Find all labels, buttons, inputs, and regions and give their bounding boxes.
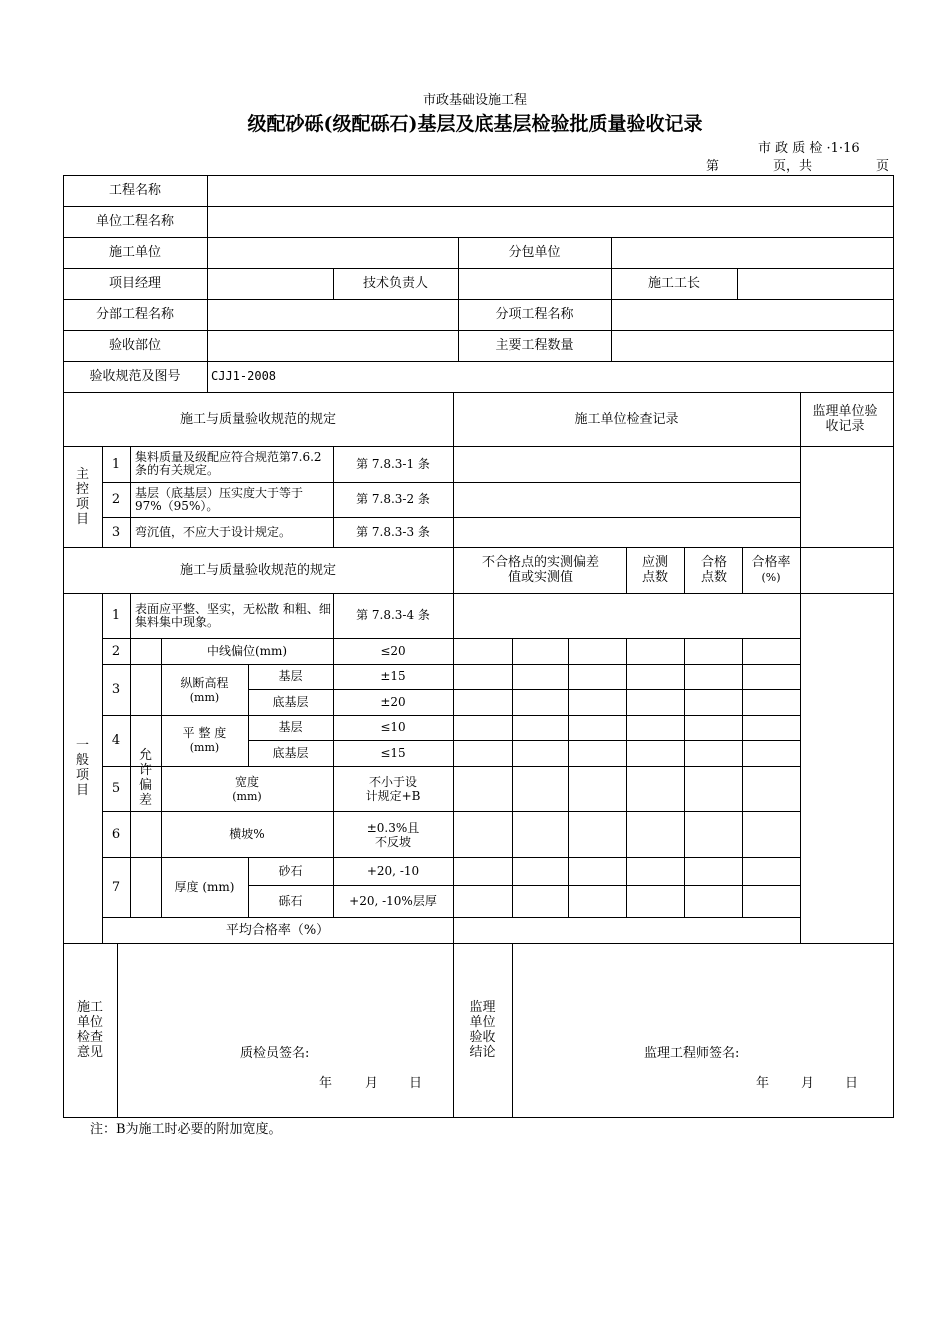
label-spec: 验收规范及图号 [89,369,181,384]
g-item-5-unit: (mm) [232,790,262,803]
g-item-1-no: 1 [111,608,121,623]
g-item-7-name: 厚度 (mm) [174,879,235,894]
mc-item-3-clause: 第 7.8.3-3 条 [356,524,430,539]
g-item-4-unit: (mm) [189,741,220,754]
allow-label-wrap [130,638,161,917]
mc-item-2-no: 2 [111,492,121,507]
avg-pass-rate-label: 平均合格率（%） [225,922,330,938]
label-foreman: 施工工长 [647,276,700,291]
engineer-day: 日 [845,1076,859,1091]
construction-opinion-wrap [63,943,117,1117]
g-item-5-value1: 不小于设 [368,775,417,789]
g-item-1-desc: 表面应平整、坚实，无松散 和粗、细集料集中现象。 [135,601,331,629]
pass-rate-header: 合格率 [751,555,791,570]
g-item-3-unit: (mm) [189,691,220,704]
foreman-field[interactable] [738,269,893,299]
inspector-month: 月 [365,1076,379,1091]
g-item-5-name: 宽度 [234,775,259,789]
g-item-3-sub1: 基层 [278,669,303,683]
label-main-quantity: 主要工程数量 [495,338,574,353]
label-item-project: 分项工程名称 [495,307,574,322]
g-item-7-val1: +20, -10 [366,863,420,878]
g-item-1-clause: 第 7.8.3-4 条 [356,608,430,622]
supervisor-header: 监理单位验收记录 [812,404,878,434]
sub-project-field[interactable] [208,300,458,330]
label-acceptance-part: 验收部位 [108,338,161,353]
deviation-header: 不合格点的实测偏差值或实测值 [481,555,599,585]
supervision-conclusion-field[interactable] [513,944,893,1117]
mc-item-2-record[interactable] [454,483,800,517]
item-project-field[interactable] [612,300,893,330]
mc-item-3-no: 3 [111,524,121,540]
page-number-di: 第 [706,159,720,174]
spec-value[interactable]: CJJ1-2008 [211,369,277,383]
project-name-field[interactable] [208,176,893,206]
label-project-manager: 项目经理 [108,276,161,291]
engineer-sign-label: 监理工程师签名: [644,1046,740,1061]
allow-label: 允许偏差 [138,747,152,808]
g-item-6-value2: 不反坡 [374,835,411,849]
mc-item-3-desc: 弯沉值，不应大于设计规定。 [135,524,292,539]
project-manager-field[interactable] [208,269,333,299]
supervision-conclusion-label: 监理单位验收结论 [469,1000,496,1060]
general-label: 一般项目 [75,738,89,798]
g-item-2-value: ≤20 [380,643,406,658]
g-item-4-val2: ≤15 [380,745,406,760]
g-item-4-name: 平 整 度 [182,726,227,740]
g-item-6-value1: ±0.3%且 [366,821,420,835]
mc-item-2-desc: 基层（底基层）压实度大于等于97%（95%）。 [135,485,304,513]
mc-supervisor-record[interactable] [801,447,893,547]
g-item-4-no: 4 [111,733,121,748]
subcontract-unit-field[interactable] [612,238,893,268]
pass-rate-unit: (%) [761,571,781,584]
g-item-7-val2: +20, -10%层厚 [349,893,437,908]
g-item-5-value2: 计规定+B [365,789,421,803]
construction-opinion-field[interactable] [118,944,453,1117]
unit-project-field[interactable] [208,207,893,237]
tech-lead-field[interactable] [459,269,611,299]
g-item-6-no: 6 [111,826,121,842]
label-construction-unit: 施工单位 [108,245,161,260]
inspector-sign-label: 质检员签名: [240,1046,310,1061]
general-spec-header: 施工与质量验收规范的规定 [179,562,336,578]
label-sub-project: 分部工程名称 [95,307,174,322]
engineer-year: 年 [756,1076,770,1091]
label-tech-lead: 技术负责人 [362,276,428,291]
g-item-5-no: 5 [111,781,121,796]
main-spec-header: 施工与质量验收规范的规定 [179,411,336,427]
mc-item-2-clause: 第 7.8.3-2 条 [356,492,430,506]
main-control-label: 主控项目 [75,466,89,527]
main-check-header: 施工单位检查记录 [574,411,679,427]
label-subcontract-unit: 分包单位 [508,245,561,260]
g-item-3-no: 3 [111,682,121,697]
g-item-2-name: 中线偏位(mm) [206,643,288,658]
supervision-conclusion-wrap [453,943,512,1117]
mc-item-1-clause: 第 7.8.3-1 条 [356,456,430,471]
g-item-3-sub2: 底基层 [272,694,309,709]
g-item-7-no: 7 [111,879,121,895]
mc-item-1-desc: 集料质量及级配应符合规范第7.6.2 条的有关规定。 [135,450,322,477]
g-item-3-val2: ±20 [380,694,406,709]
inspector-year: 年 [319,1076,333,1091]
general-supervisor-record[interactable] [801,594,893,943]
g-item-1-record[interactable] [454,594,800,638]
main-quantity-field[interactable] [612,331,893,361]
form-code: 市 政 质 检 ·1·16 [758,141,860,156]
footnote: 注：B为施工时必要的附加宽度。 [90,1122,282,1137]
g-item-7-sub1: 砂石 [278,863,303,878]
g-item-6-name: 横坡% [229,826,265,841]
g-item-4-val1: ≤10 [380,720,406,734]
mc-item-3-record[interactable] [454,518,800,547]
avg-pass-rate-field[interactable] [454,918,800,943]
g-item-4-sub1: 基层 [278,720,303,734]
g-item-3-name: 纵断高程 [180,676,229,690]
mc-item-1-no: 1 [111,456,121,472]
mc-item-1-record[interactable] [454,447,800,482]
g-item-2-no: 2 [111,643,121,659]
measured-points-header: 应测点数 [641,555,668,585]
construction-unit-field[interactable] [208,238,458,268]
label-unit-project: 单位工程名称 [95,214,174,229]
construction-opinion-label: 施工单位检查意见 [76,1000,103,1060]
acceptance-part-field[interactable] [208,331,458,361]
g-item-4-sub2: 底基层 [272,745,309,760]
page-number-ye: 页，共 [773,159,813,174]
g-item-7-sub2: 砾石 [278,893,303,908]
category-title: 市政基础设施工程 [422,93,527,108]
inspector-day: 日 [409,1076,423,1091]
g-item-3-val1: ±15 [380,669,406,683]
page-number-ye2: 页 [876,159,890,174]
main-control-label-wrap [63,446,102,547]
pass-points-header: 合格点数 [700,555,727,585]
label-project-name: 工程名称 [108,183,161,198]
general-label-wrap [63,593,102,943]
page-title: 级配砂砾(级配砾石)基层及底基层检验批质量验收记录 [247,113,703,135]
engineer-month: 月 [801,1076,815,1091]
